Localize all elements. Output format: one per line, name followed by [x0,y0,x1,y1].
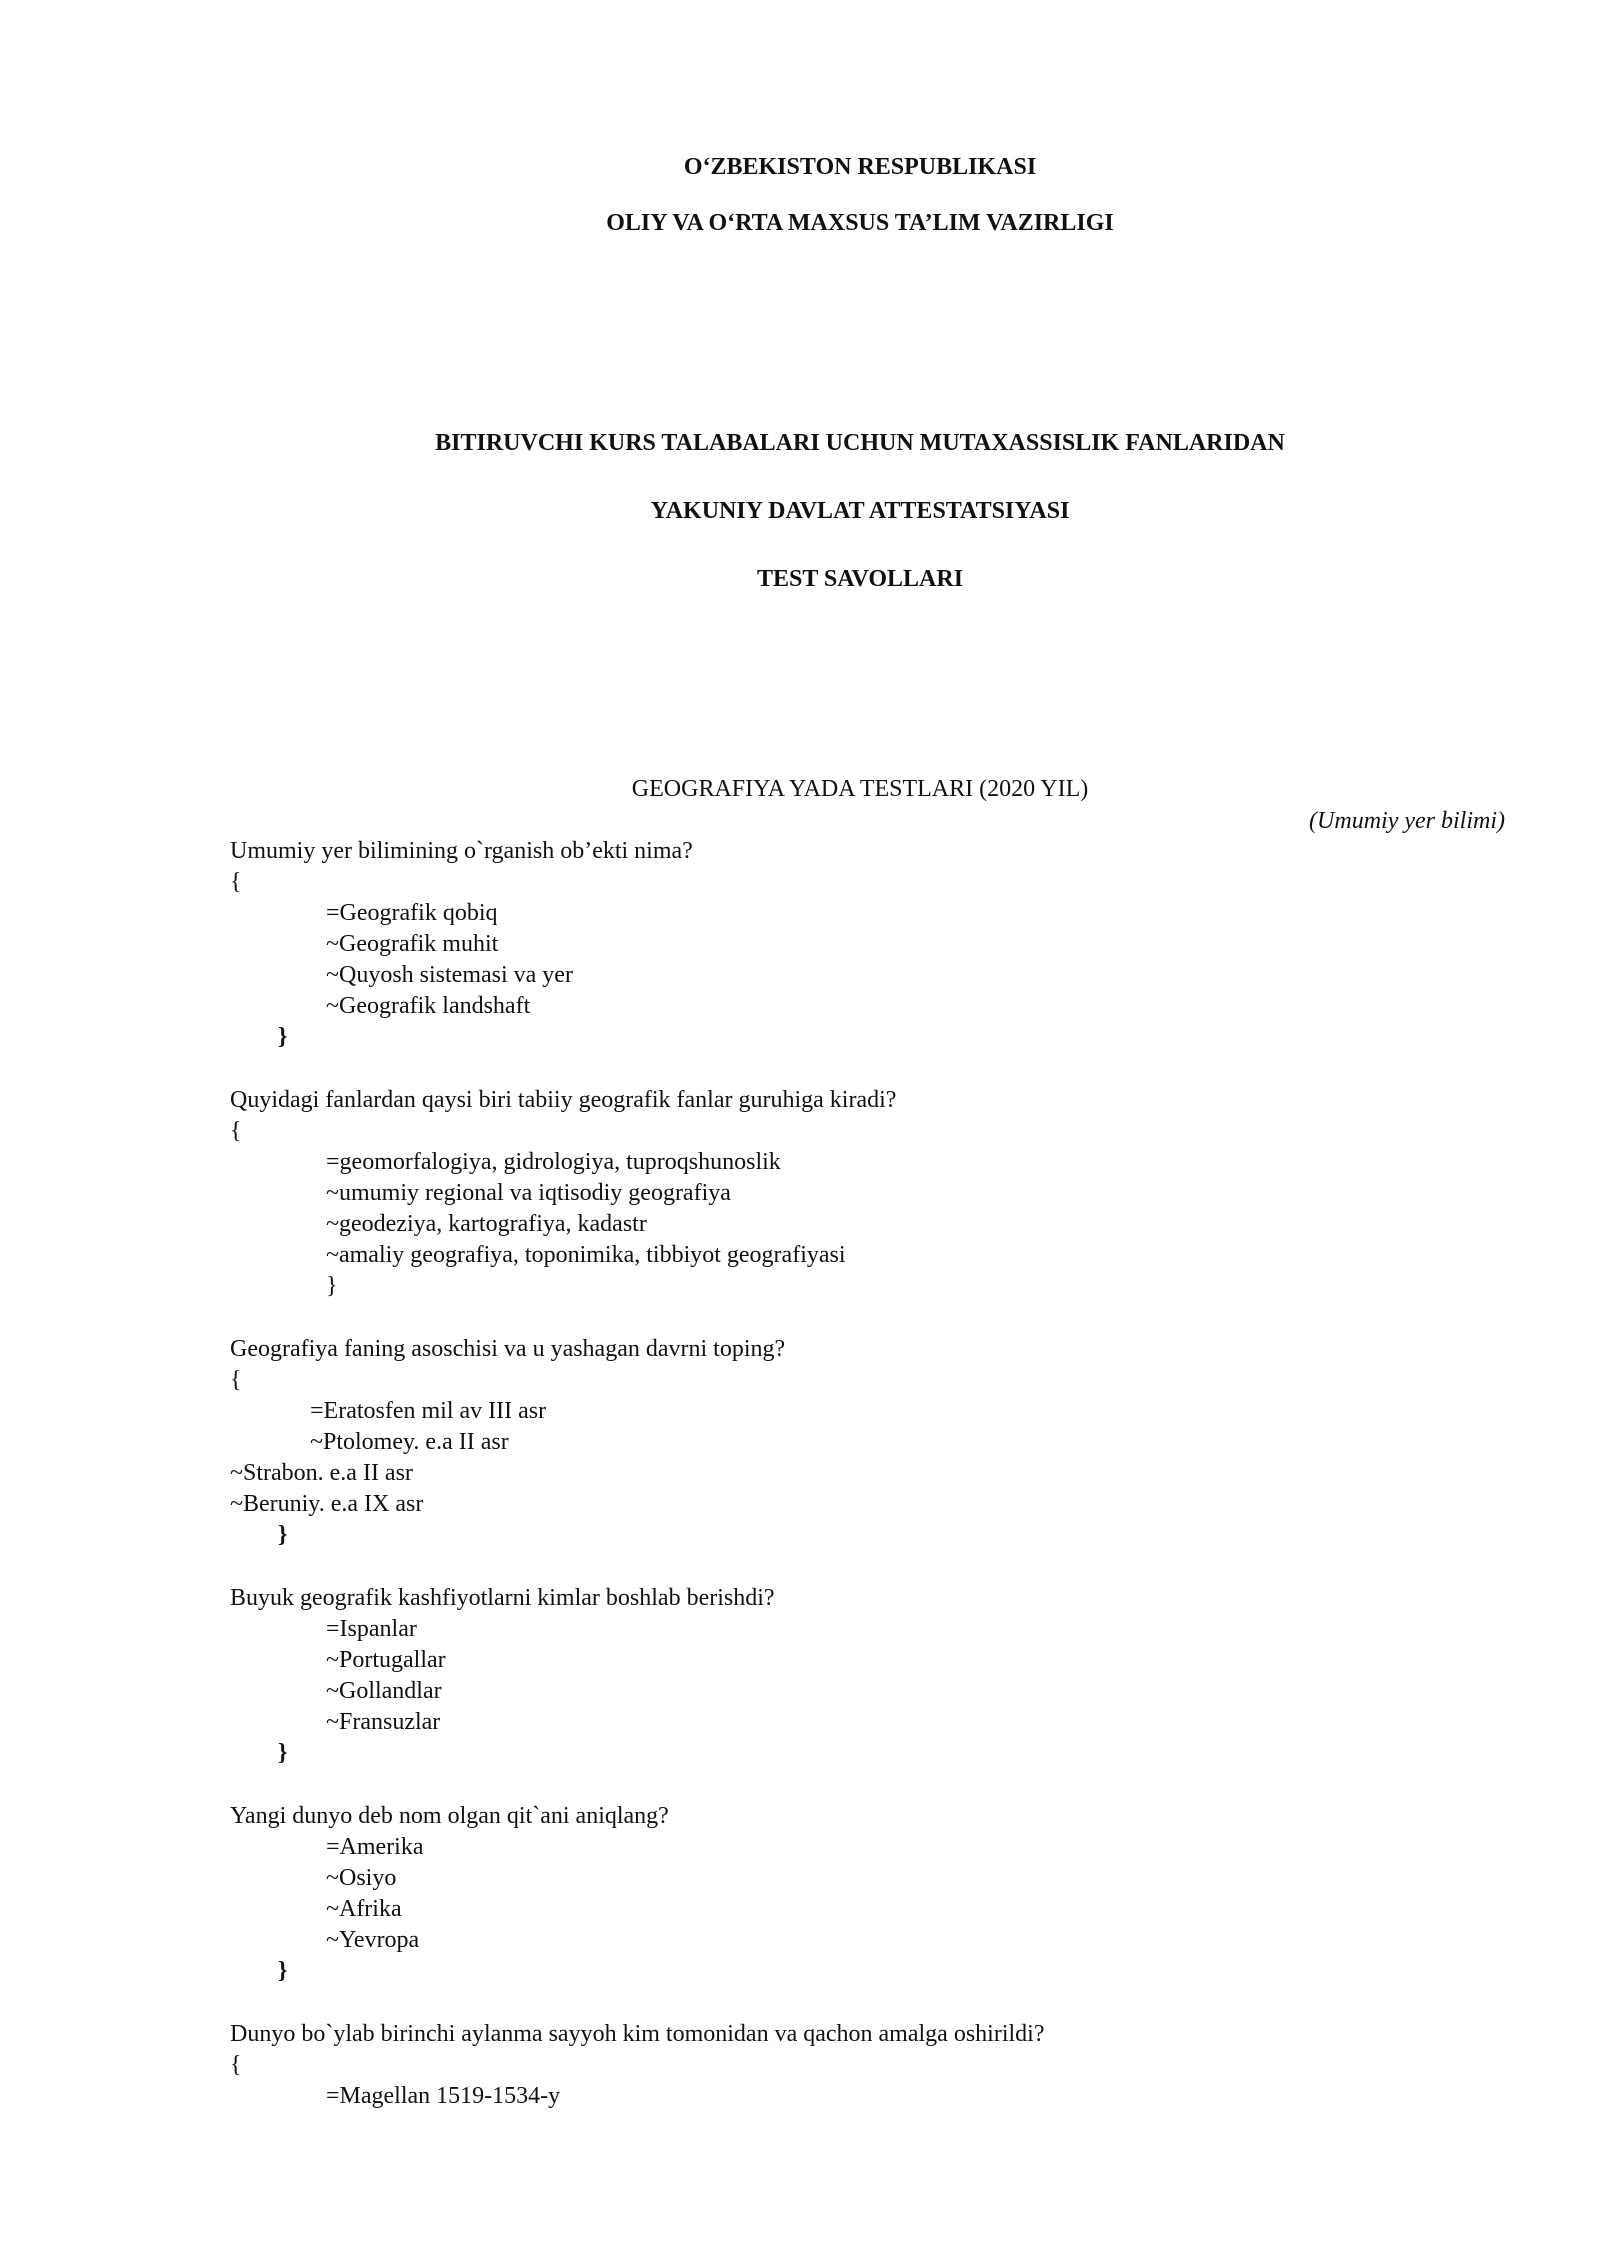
ministry-header-line2: OLIY VA O‘RTA MAXSUS TA’LIM VAZIRLIGI [606,210,1114,236]
answer-option: ~geodeziya, kartografiya, kadastr [326,1211,647,1237]
question-text: Yangi dunyo deb nom olgan qit`ani aniqlang? [230,1803,669,1829]
answer-option: ~Beruniy. e.a IX asr [230,1491,424,1517]
ministry-header-line1: O‘ZBEKISTON RESPUBLIKASI [683,154,1037,180]
answer-option: ~Quyosh sistemasi va yer [326,962,573,988]
document-title-line2: YAKUNIY DAVLAT ATTESTATSIYASI [650,498,1070,524]
answer-option: ~Geografik muhit [326,931,499,957]
answer-option: ~Strabon. e.a II asr [230,1460,413,1486]
answer-option: ~Osiyo [326,1865,397,1891]
close-brace: } [278,1740,288,1766]
answer-option: ~Fransuzlar [326,1709,441,1735]
document-title-line1: BITIRUVCHI KURS TALABALARI UCHUN MUTAXASSISLIK FANLARIDAN [435,430,1285,456]
document-title-line3: TEST SAVOLLARI [756,566,964,592]
open-brace: { [230,869,242,895]
answer-correct: =Magellan 1519-1534-y [326,2083,561,2109]
answer-correct: =Ispanlar [326,1616,417,1642]
question-text: Buyuk geografik kashfiyotlarni kimlar boshlab berishdi? [230,1585,775,1611]
question-text: Quyidagi fanlardan qaysi biri tabiiy geografik fanlar guruhiga kiradi? [230,1087,897,1113]
subject-label: (Umumiy yer bilimi) [1309,808,1505,834]
answer-option: ~Yevropa [326,1927,420,1953]
close-brace: } [278,1522,288,1548]
answer-option: ~Portugallar [326,1647,446,1673]
open-brace: { [230,2052,242,2078]
answer-option: ~amaliy geografiya, toponimika, tibbiyot geografiyasi [326,1242,846,1268]
open-brace: { [230,1118,242,1144]
close-brace: } [278,1958,288,1984]
section-title: GEOGRAFIYA YADA TESTLARI (2020 YIL) [631,776,1089,802]
close-brace: } [326,1273,338,1299]
answer-correct: =Amerika [326,1834,424,1860]
answer-option: ~Gollandlar [326,1678,442,1704]
answer-option: ~umumiy regional va iqtisodiy geografiya [326,1180,731,1206]
question-text: Umumiy yer bilimining o`rganish ob’ekti nima? [230,838,693,864]
question-text: Geografiya faning asoschisi va u yashagan davrni toping? [230,1336,786,1362]
answer-option: ~Afrika [326,1896,402,1922]
answer-correct: =Geografik qobiq [326,900,498,926]
answer-option: ~Ptolomey. e.a II asr [310,1429,509,1455]
question-text: Dunyo bo`ylab birinchi aylanma sayyoh kim tomonidan va qachon amalga oshirildi? [230,2021,1045,2047]
answer-correct: =geomorfalogiya, gidrologiya, tuproqshunoslik [326,1149,781,1175]
open-brace: { [230,1367,242,1393]
answer-option: ~Geografik landshaft [326,993,531,1019]
answer-correct: =Eratosfen mil av III asr [310,1398,547,1424]
close-brace: } [278,1024,288,1050]
